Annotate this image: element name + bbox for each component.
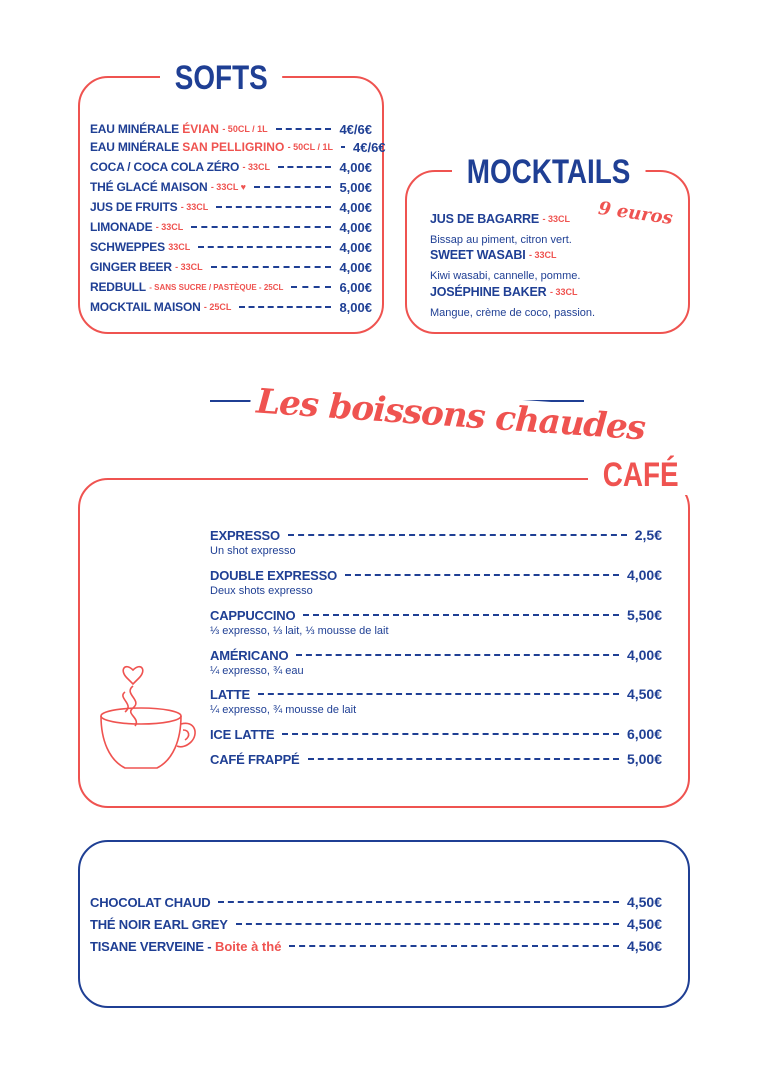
list-item: LIMONADE - 33CL 4,00€ [90,219,372,235]
list-item: LATTE 4,50€ [210,686,662,702]
softs-title: SOFTS [160,58,282,98]
list-item: REDBULL - SANS SUCRE / PASTÈQUE - 25CL 6,00€ [90,279,372,295]
item-description: ¼ expresso, ¾ mousse de lait [210,704,357,716]
list-item: SCHWEPPES 33CL 4,00€ [90,239,372,255]
list-item: SWEET WASABI - 33CL [430,248,557,262]
list-item: MOCKTAIL MAISON - 25CL 8,00€ [90,299,372,315]
list-item: GINGER BEER - 33CL 4,00€ [90,259,372,275]
mocktails-price-note: 9 euros [596,197,675,230]
item-description: Kiwi wasabi, cannelle, pomme. [430,270,581,282]
list-item: JUS DE FRUITS - 33CL 4,00€ [90,199,372,215]
item-description: Bissap au piment, citron vert. [430,234,572,246]
list-item: CAFÉ FRAPPÉ 5,00€ [210,751,662,767]
coffee-cup-icon [95,640,205,780]
item-description: ⅓ expresso, ⅓ lait, ⅓ mousse de lait [210,625,389,637]
list-item: EXPRESSO 2,5€ [210,527,662,543]
item-description: Mangue, crème de coco, passion. [430,307,596,319]
mocktails-title: MOCKTAILS [452,152,645,192]
list-item: THÉ NOIR EARL GREY 4,50€ [90,916,662,932]
list-item: JOSÉPHINE BAKER - 33CL [430,285,578,299]
list-item: COCA / COCA COLA ZÉRO - 33CL 4,00€ [90,159,372,175]
item-description: ¼ expresso, ¾ eau [210,665,304,677]
item-description: Un shot expresso [210,545,296,557]
cafe-title: CAFÉ [588,455,693,495]
item-description: Deux shots expresso [210,585,313,597]
list-item: THÉ GLACÉ MAISON - 33CL ♥ 5,00€ [90,179,372,195]
list-item: DOUBLE EXPRESSO 4,00€ [210,567,662,583]
list-item: JUS DE BAGARRE - 33CL [430,212,571,226]
list-item: CHOCOLAT CHAUD 4,50€ [90,894,662,910]
heart-icon [123,667,143,684]
list-item: TISANE VERVEINE - Boite à thé 4,50€ [90,938,662,954]
hot-drinks-heading: Les boissons chaudes [249,381,652,449]
list-item: ICE LATTE 6,00€ [210,726,662,742]
list-item: EAU MINÉRALE ÉVIAN - 50CL / 1L 4€/6€ [90,121,372,137]
list-item: CAPPUCCINO 5,50€ [210,607,662,623]
list-item: EAU MINÉRALE SAN PELLIGRINO - 50CL / 1L 4€/6€ [90,139,386,155]
list-item: AMÉRICANO 4,00€ [210,647,662,663]
